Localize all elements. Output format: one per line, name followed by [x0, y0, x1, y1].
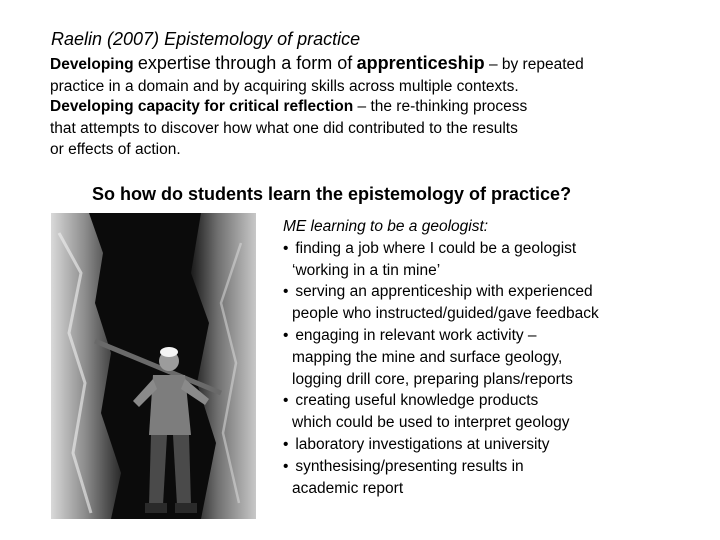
critical-reflection-label: Developing capacity for critical reflection	[50, 98, 354, 115]
geologist-list	[283, 216, 599, 499]
paragraph-reflection	[50, 96, 527, 161]
repeated-text: – by repeated	[488, 56, 584, 73]
list-item-line: engaging in relevant work activity –	[295, 326, 537, 344]
list-item-line: creating useful knowledge products	[295, 392, 539, 410]
list-item-line: people who instructed/guided/gave feedback	[292, 305, 599, 323]
list-item-line: logging drill core, preparing plans/reports	[292, 370, 573, 388]
expertise-word: expertise	[137, 53, 211, 73]
list-item	[283, 238, 599, 282]
list-item	[283, 434, 599, 456]
bullet-glyph: •	[283, 239, 289, 257]
question-heading: So how do students learn the epistemology of practice?	[92, 184, 572, 204]
paragraph-expertise	[50, 53, 584, 97]
list-item-line: ‘working in a tin mine’	[292, 261, 441, 279]
bullet-glyph: •	[283, 283, 289, 301]
list-item-line: serving an apprenticeship with experienced	[295, 283, 593, 301]
through-text: through a form of	[215, 53, 353, 73]
paragraph2-line3: or effects of action.	[50, 141, 181, 158]
bullet-glyph: •	[283, 392, 289, 410]
list-item-line: academic report	[292, 479, 404, 497]
list-item	[283, 390, 599, 434]
list-item-line: which could be used to interpret geology	[292, 414, 570, 432]
slide-title: Raelin (2007) Epistemology of practice	[51, 29, 361, 49]
list-item-line: synthesising/presenting results in	[295, 457, 524, 475]
list-item	[283, 281, 599, 325]
bullet-glyph: •	[283, 457, 289, 475]
list-item-line: laboratory investigations at university	[295, 435, 550, 453]
developing-label: Developing	[50, 56, 134, 73]
apprenticeship-word: apprenticeship	[356, 53, 485, 73]
rethinking-text: – the re-thinking process	[357, 98, 528, 115]
paragraph1-line2: practice in a domain and by acquiring skills across multiple contexts.	[50, 77, 519, 95]
mine-photo	[51, 213, 256, 519]
bullet-glyph: •	[283, 435, 289, 453]
list-item	[283, 456, 599, 500]
paragraph2-line2: that attempts to discover how what one did contributed to the results	[50, 119, 518, 137]
bullet-list	[283, 238, 599, 500]
bullet-glyph: •	[283, 326, 289, 344]
list-item	[283, 325, 599, 390]
list-item-line: mapping the mine and surface geology,	[292, 348, 563, 366]
list-heading: ME learning to be a geologist:	[283, 218, 489, 235]
list-item-line: finding a job where I could be a geologist	[295, 239, 577, 257]
